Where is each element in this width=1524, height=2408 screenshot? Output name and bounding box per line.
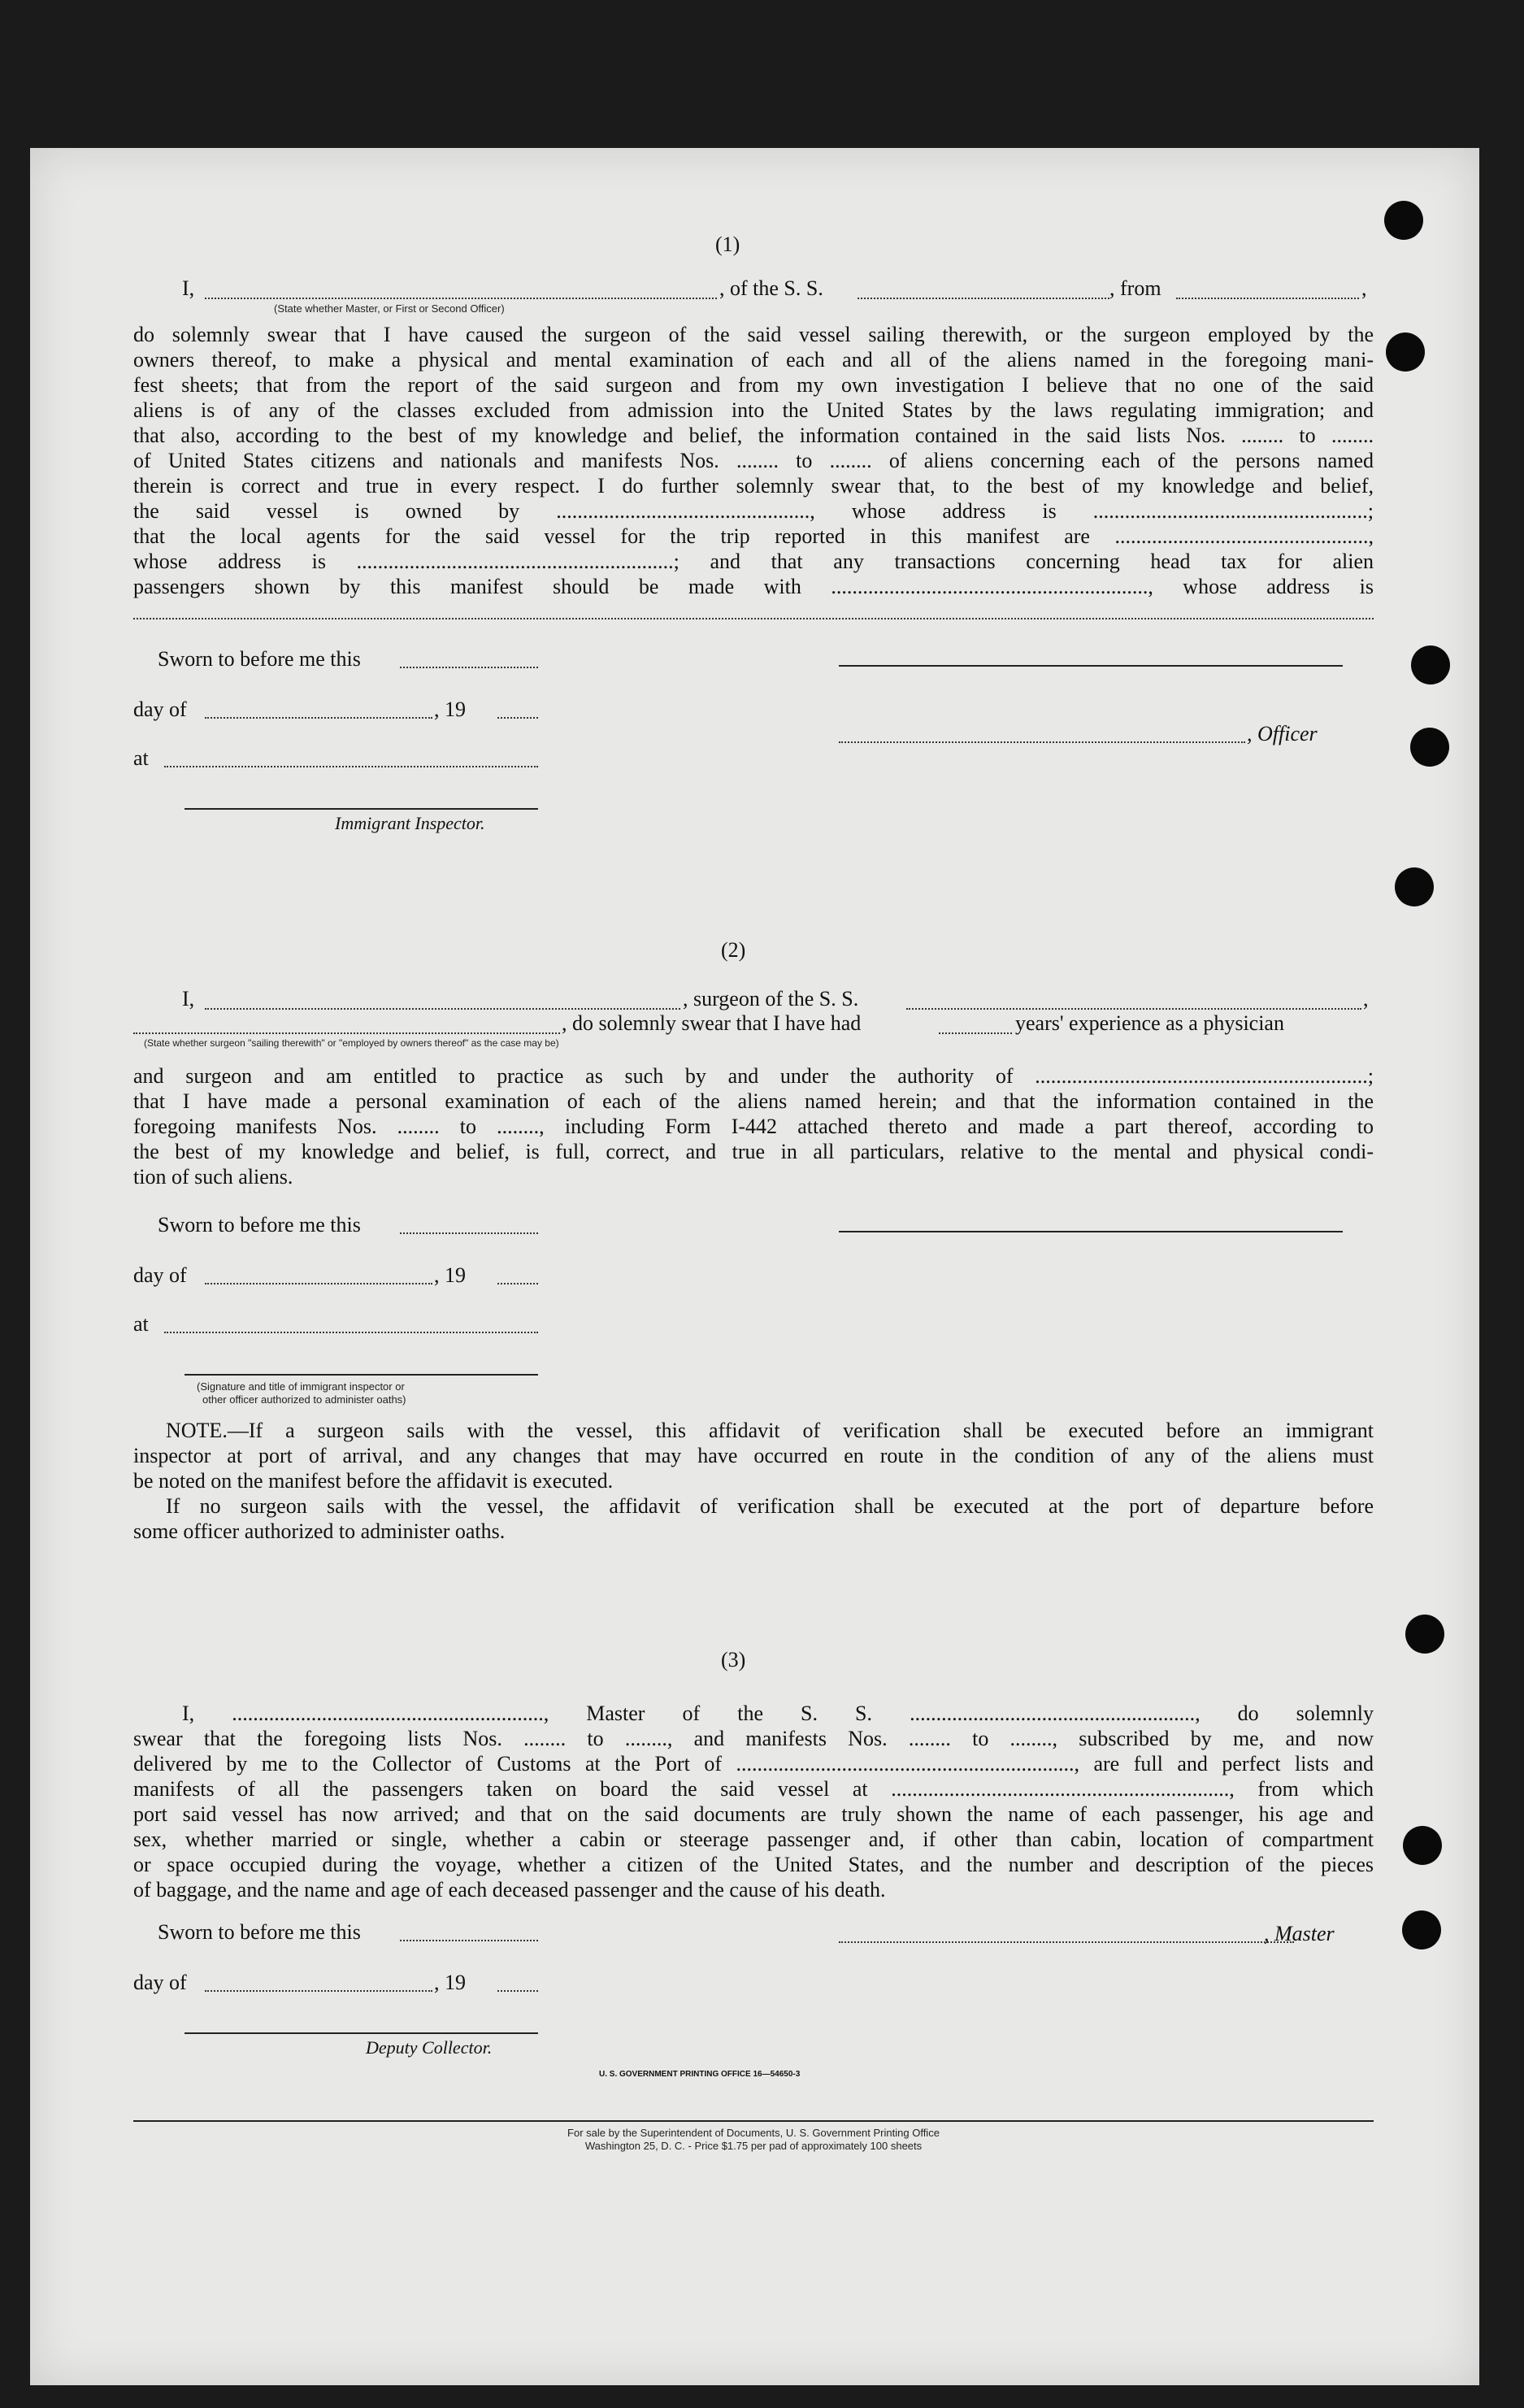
section-2-number: (2): [721, 938, 746, 962]
oath-line: port said vessel has now arrived; and that on the said documents are truly shown the name of each passenger, his age and: [133, 1802, 1374, 1826]
collector-signature-line[interactable]: [185, 2032, 538, 2034]
signature-note-line-2: other officer authorized to administer oaths): [202, 1393, 406, 1406]
officer-label: , Officer: [1247, 722, 1318, 745]
years-experience-field[interactable]: [939, 1032, 1012, 1034]
sworn-label-3: Sworn to before me this: [158, 1920, 361, 1944]
printing-office-line: U. S. GOVERNMENT PRINTING OFFICE 16—54650-3: [599, 2070, 801, 2079]
sworn-label-2: Sworn to before me this: [158, 1213, 361, 1237]
sworn-date-field-1[interactable]: [400, 667, 538, 668]
at-field-2[interactable]: [164, 1332, 538, 1333]
deputy-collector-label: Deputy Collector.: [366, 2037, 493, 2058]
sworn-date-field-3[interactable]: [400, 1940, 538, 1941]
footer-rule: [133, 2120, 1374, 2122]
oath-line: the said vessel is owned by ................................................, whose address is ....................................................;: [133, 499, 1374, 523]
surgeon-name-field[interactable]: [205, 1008, 680, 1010]
oath-line: that I have made a personal examination of each of the aliens named herein; and that the information contained in the: [133, 1089, 1374, 1113]
oath-line: that also, according to the best of my knowledge and belief, the information contained in the said lists Nos. ........ to ........: [133, 424, 1374, 447]
sworn-date-field-2[interactable]: [400, 1232, 538, 1234]
officer-rank-note: (State whether Master, or First or Second Officer): [274, 302, 505, 315]
at-label-1: at: [133, 746, 149, 770]
oath-line: owners thereof, to make a physical and mental examination of each and all of the aliens named in the foregoing mani-: [133, 348, 1374, 372]
note-line: inspector at port of arrival, and any changes that may have occurred en route in the condition of any of the aliens must: [133, 1444, 1374, 1467]
oath-line: whose address is ............................................................; and that any transactions concerning head tax for alien: [133, 550, 1374, 573]
year-label-1: , 19: [434, 698, 466, 721]
binder-hole: [1384, 201, 1423, 240]
section-2-ss-label: , surgeon of the S. S.: [683, 987, 859, 1011]
binder-hole: [1402, 1910, 1441, 1949]
section-1-i: I,: [182, 276, 195, 300]
officer-rank-field[interactable]: [205, 298, 717, 299]
note-2-paragraph: [133, 1493, 1374, 1544]
manifest-page: [30, 148, 1479, 2385]
surgeon-vessel-field[interactable]: [906, 1008, 1361, 1010]
section-1-from-label: , from: [1109, 276, 1161, 300]
oath-line: of baggage, and the name and age of each deceased passenger and the cause of his death.: [133, 1878, 886, 1902]
at-field-1[interactable]: [164, 766, 538, 767]
oath-line: I, ..........................................................., Master of the S. S. ......................................................, do solemnly: [182, 1702, 1374, 1725]
section-1-oath-text: [133, 322, 1374, 599]
surgeon-status-note: (State whether surgeon "sailing therewith" or "employed by owners thereof" as the case may be): [144, 1037, 559, 1049]
immigrant-inspector-label: Immigrant Inspector.: [335, 813, 485, 833]
oath-line: that the local agents for the said vessel for the trip reported in this manifest are ................................................,: [133, 524, 1374, 548]
oath-line: aliens is of any of the classes excluded from admission into the United States by the laws regulating immigration; and: [133, 398, 1374, 422]
oath-officer-signature-line[interactable]: [185, 1374, 538, 1376]
oath-line: delivered by me to the Collector of Customs at the Port of ................................................................, are full and perfect lists and: [133, 1752, 1374, 1776]
section-1-number: (1): [715, 233, 740, 256]
section-2-oath-text: [133, 1063, 1374, 1189]
day-field-3[interactable]: [205, 1990, 432, 1992]
footer-line-1: For sale by the Superintendent of Documents, U. S. Government Printing Office: [567, 2127, 940, 2139]
day-of-label-2: day of: [133, 1263, 187, 1287]
officer-signature-line[interactable]: [839, 665, 1343, 667]
binder-hole: [1411, 645, 1450, 685]
comma: ,: [1363, 987, 1369, 1011]
day-field-2[interactable]: [205, 1283, 432, 1284]
binder-hole: [1403, 1826, 1442, 1865]
oath-line: fest sheets; that from the report of the said surgeon and from my own investigation I believe that no one of the said: [133, 373, 1374, 397]
oath-line: therein is correct and true in every respect. I do further solemnly swear that, to the best of my knowledge and belief,: [133, 474, 1374, 498]
year-label-3: , 19: [434, 1971, 466, 1994]
oath-line: passengers shown by this manifest should be made with ............................................................, whose address is: [133, 575, 1374, 598]
oath-line: and surgeon and am entitled to practice as such by and under the authority of ...............................................................;: [133, 1064, 1374, 1088]
note-line: be noted on the manifest before the affidavit is executed.: [133, 1469, 614, 1493]
section-2-i: I,: [182, 987, 195, 1011]
oath-line: manifests of all the passengers taken on board the said vessel at ................................................................, from which: [133, 1777, 1374, 1801]
note-line: some officer authorized to administer oaths.: [133, 1519, 506, 1543]
year-field-3[interactable]: [497, 1990, 538, 1992]
day-of-label-1: day of: [133, 698, 187, 721]
binder-hole: [1386, 333, 1425, 372]
oath-line: the best of my knowledge and belief, is full, correct, and true in all particulars, relative to the mental and physical condi-: [133, 1140, 1374, 1163]
oath-line: swear that the foregoing lists Nos. ........ to ........, and manifests Nos. ........ to ........, subscribed by me, and now: [133, 1727, 1374, 1750]
master-label: , Master: [1264, 1922, 1335, 1945]
signature-note-line-1: (Signature and title of immigrant inspector or: [197, 1380, 405, 1393]
note-line: NOTE.—If a surgeon sails with the vessel, this affidavit of verification shall be executed before an immigrant: [166, 1419, 1374, 1442]
surgeon-swear-label: , do solemnly swear that I have had: [562, 1011, 862, 1035]
note-paragraph: [133, 1418, 1374, 1493]
surgeon-signature-line[interactable]: [839, 1231, 1343, 1232]
owner-address-field[interactable]: [133, 618, 1374, 619]
day-of-label-3: day of: [133, 1971, 187, 1994]
footer-line-2: Washington 25, D. C. - Price $1.75 per pad of approximately 100 sheets: [584, 2140, 923, 2152]
day-field-1[interactable]: [205, 717, 432, 719]
oath-line: of United States citizens and nationals and manifests Nos. ........ to ........ of aliens concerning each of the persons named: [133, 449, 1374, 472]
master-signature-field[interactable]: [839, 1941, 1294, 1943]
sworn-label-1: Sworn to before me this: [158, 647, 361, 671]
section-3-oath-text: [133, 1701, 1374, 1902]
note-line: If no surgeon sails with the vessel, the affidavit of verification shall be executed at the port of departure before: [166, 1494, 1374, 1518]
year-field-2[interactable]: [497, 1283, 538, 1284]
binder-hole: [1395, 867, 1434, 906]
oath-line: sex, whether married or single, whether a cabin or steerage passenger and, if other than cabin, location of compartment: [133, 1828, 1374, 1851]
binder-hole: [1405, 1615, 1444, 1654]
section-1-ss-label: , of the S. S.: [719, 276, 823, 300]
year-field-1[interactable]: [497, 717, 538, 719]
oath-line: tion of such aliens.: [133, 1165, 293, 1189]
at-label-2: at: [133, 1312, 149, 1336]
years-experience-label: years' experience as a physician: [1015, 1011, 1284, 1035]
oath-line: or space occupied during the voyage, whether a citizen of the United States, and the number and description of the pieces: [133, 1853, 1374, 1876]
from-port-field[interactable]: [1176, 298, 1359, 299]
binder-hole: [1410, 728, 1449, 767]
bleed-through-text: [615, 172, 940, 197]
vessel-name-field[interactable]: [858, 298, 1109, 299]
oath-line: do solemnly swear that I have caused the surgeon of the said vessel sailing therewith, or the surgeon employed by the: [133, 323, 1374, 346]
oath-line: foregoing manifests Nos. ........ to ........, including Form I-442 attached thereto and made a part thereof, according to: [133, 1115, 1374, 1138]
surgeon-status-field[interactable]: [133, 1032, 560, 1034]
inspector-signature-line[interactable]: [185, 808, 538, 810]
officer-title-field[interactable]: [839, 741, 1245, 743]
section-3-number: (3): [721, 1648, 746, 1671]
comma: ,: [1361, 276, 1367, 300]
year-label-2: , 19: [434, 1263, 466, 1287]
